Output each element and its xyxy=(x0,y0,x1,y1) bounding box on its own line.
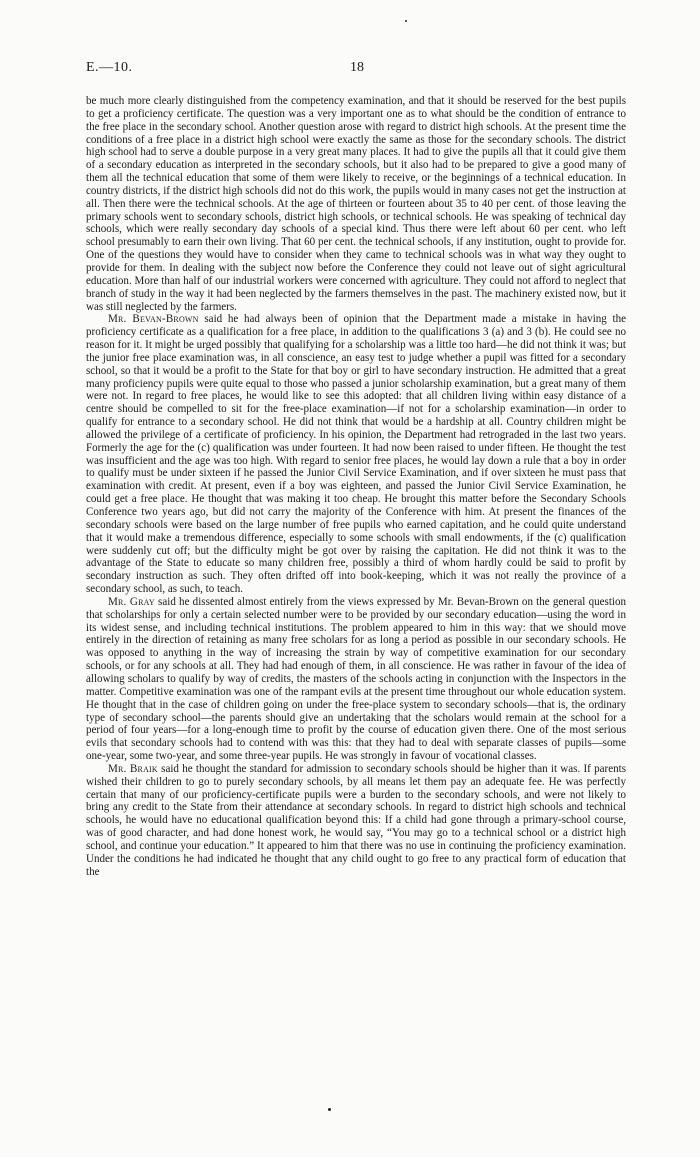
speaker-name: Mr. Bevan-Brown xyxy=(108,313,199,326)
paragraph-text: be much more clearly distinguished from the competency examination, and that it should be reserved for the best pupils to get a proficiency certificate. The question was a very important one as to what should be the condition of entrance to the free place in the secondary school. Another question arose with regard to district high schools. At the present time the conditions of a free place in a district high school were exactly the same as those for the secondary schools. The district high school had to serve a double purpose in a very great many places. It had to give the pupils all that it could give them of a secondary education as interpreted in the secondary schools, but it also had to be prepared to give a good many of them all the technical education that some of them were likely to receive, or the beginnings of a technical education. In country districts, if the district high schools did not do this work, the pupils would in many cases not get the instruction at all. Then there were the technical schools. At the age of thirteen or fourteen about 35 to 40 per cent. of those leaving the primary schools went to secondary schools, district high schools, or technical schools. He was speaking of technical day schools, which were really secondary day schools of a special kind. Thus there were left about 60 per cent. who left school presumably to earn their own living. That 60 per cent. the technical schools, if any institution, ought to provide for. One of the questions they would have to consider when they came to technical schools was in what way they ought to provide for them. In dealing with the subject now before the Conference they could not leave out of sight agricultural education. More than half of our industrial workers were concerned with agriculture. They could not afford to neglect that branch of study in the way it had been neglected by the farmers themselves in the past. The machinery existed now, but it was still neglected by the farmers. xyxy=(86,95,626,313)
paragraph-gray xyxy=(86,596,626,763)
page-number: 18 xyxy=(350,60,364,75)
speaker-name: Mr. Braik xyxy=(108,762,158,775)
document-reference: E.—10. xyxy=(86,60,133,75)
body-text xyxy=(86,95,626,878)
paragraph-text: said he thought the standard for admission to secondary schools should be higher than it was. If parents wished their children to go to purely secondary schools, by all means let them pay an adequate fee. He was perfectly certain that many of our proficiency-certificate pupils were a burden to the secondary schools, and were not likely to bring any credit to the State from their attendance at secondary schools. In regard to district high schools and technical schools, he would have no educational qualification beyond this: If a child had gone through a primary-school course, was of good character, and had done honest work, he would say, “You may go to a technical school or a district high school, and continue your education.” It appeared to him that there was no use in continuing the proficiency examination. Under the conditions he had indicated he thought that any child ought to go free to any practical form of education that the xyxy=(86,762,626,878)
scan-speck xyxy=(405,20,407,22)
paragraph-text: said he had always been of opinion that the Department made a mistake in having the proficiency certificate as a qualification for a free place, in addition to the qualifications 3 (a) and 3 (b). He could see no reason for it. It might be urged possibly that qualifying for a scholarship was a little too hard—he did not think it was; but the junior free place examination was, in all conscience, an easy test to judge whether a pupil was fitted for a secondary school, so that it would be a profit to the State for that boy or girl to have secondary instruction. He admitted that a great many proficiency pupils were quite equal to those who passed a junior scholarship examination, but a great many of them were not. In regard to free places, he would like to see this adopted: that all children living within easy distance of a centre should be compelled to sit for the free-place examination—if not for a scholarship examination—in order to qualify for entrance to a secondary school. He did not think that would be a hardship at all. Country children might be allowed the privilege of a certificate of proficiency. In his opinion, the Department had retrograded in the last two years. Formerly the age for the (c) qualification was under fourteen. It had now been raised to under fifteen. He thought the test was insufficient and the age was too high. With regard to senior free places, he would lay down a rule that a boy in order to qualify must be under sixteen if he passed the Junior Civil Service Examination, and if over sixteen he must pass that examination with credit. At present, even if a boy was eighteen, and passed the Junior Civil Service Examination, he could get a free place. He thought that was making it too cheap. He brought this matter before the Secondary Schools Conference two years ago, but did not carry the majority of the Conference with him. At present the finances of the secondary schools were based on the large number of free pupils who earned capitation, and he could quite understand that it would make a tremendous difference, especially to some schools with small endowments, if the (c) qualification were suddenly cut off; but the difficulty might be got over by raising the capitation. He did not think it was to the advantage of the State to educate so many children free, possibly a third of whom hardly could be said to profit by secondary instruction as such. They often drifted off into book-keeping, which it was not really the province of a secondary school, as such, to teach. xyxy=(86,313,627,596)
scan-speck xyxy=(328,1108,331,1111)
paragraph-bevan-brown xyxy=(86,313,626,596)
page-header xyxy=(86,60,628,80)
paragraph-continuation xyxy=(86,95,626,313)
paragraph-braik xyxy=(86,763,626,879)
speaker-name: Mr. Gray xyxy=(108,595,155,608)
paragraph-text: said he dissented almost entirely from the views expressed by Mr. Bevan-Brown on the general question that scholarships for only a certain selected number were to be provided by our secondary education—using the word in its widest sense, and including technical institutions. The problem appeared to him in this way: that we should move entirely in the direction of retaining as many free scholars for as long a period as possible in our secondary schools. He was opposed to anything in the way of increasing the strain by way of competitive examination for our secondary schools, or for any schools at all. They had had enough of them, in all conscience. He was rather in favour of the idea of allowing scholars to qualify by way of credits, the masters of the schools acting in conjunction with the Inspectors in the matter. Competitive examination was one of the rampant evils at the present time throughout our whole education system. He thought that in the case of children going on under the free-place system to secondary schools—that is, the ordinary type of secondary school—the parents should give an undertaking that the scholars would remain at the school for a period of four years—for a long-enough time to profit by the course of education given there. One of the most serious evils that secondary schools had to contend with was this: that they had to deal with separate classes of pupils—some one-year, some two-year, and some three-year pupils. He was strongly in favour of vocational classes. xyxy=(86,595,626,763)
